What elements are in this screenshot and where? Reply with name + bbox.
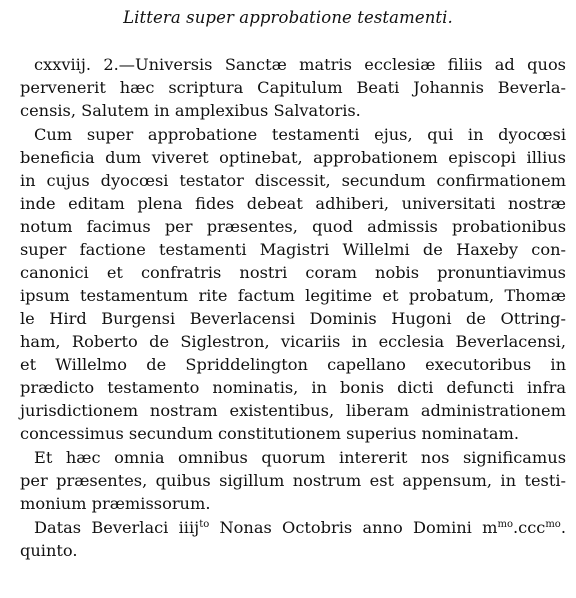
text-line: Cum super approbatione testamenti ejus, qui in dyocœsi [34, 125, 566, 144]
text-line: monium præmissorum. [20, 494, 211, 513]
text-line: canonici et confratris nostri coram nobis pronuntiavimus [20, 263, 566, 282]
text-line: Et hæc omnia omnibus quorum intererit nos significamus [34, 448, 566, 467]
text-line: super factione testamenti Magistri Willelmi de Haxeby con- [20, 240, 566, 259]
text-line: le Hird Burgensi Beverlacensi Dominis Hugoni de Ottring- [20, 309, 566, 328]
text-line: prædicto testamento nominatis, in bonis dicti defuncti infra [20, 378, 566, 397]
dating-text: Nonas Octobris anno Domini m [209, 518, 498, 537]
text-line: inde editam plena fides debeat adhiberi, universitati nostræ [20, 194, 566, 213]
text-line: beneficia dum viveret optinebat, approbationem episcopi illius [20, 148, 566, 167]
text-line: quinto. [20, 541, 78, 560]
document-heading: Littera super approbatione testamenti. [123, 8, 453, 27]
text-line: notum facimus per præsentes, quod admissis probationibus [20, 217, 566, 236]
dating-superscript: mo [497, 519, 513, 530]
text-line: et Willelmo de Spriddelington capellano executoribus in [20, 355, 566, 374]
text-line: ham, Roberto de Siglestron, vicariis in ecclesia Beverlacensi, [20, 332, 566, 351]
dating-text: . [560, 518, 566, 537]
text-line: concessimus secundum constitutionem superius nominatam. [20, 424, 519, 443]
text-line: per præsentes, quibus sigillum nostrum est appensum, in testi- [20, 471, 566, 490]
text-line: jurisdictionem nostram existentibus, liberam administrationem [20, 401, 566, 420]
text-line: cxxviij. 2.—Universis Sanctæ matris ecclesiæ filiis ad quos [34, 55, 566, 74]
text-line: pervenerit hæc scriptura Capitulum Beati Johannis Beverla- [20, 78, 566, 97]
dating-text: .ccc [512, 518, 546, 537]
dating-text: Datas Beverlaci iiij [34, 518, 200, 537]
dating-superscript: to [199, 519, 210, 530]
text-line: ipsum testamentum rite factum legitime et probatum, Thomæ [20, 286, 566, 305]
text-line: censis, Salutem in amplexibus Salvatoris. [20, 101, 361, 120]
dating-line [34, 516, 566, 540]
text-line: in cujus dyocœsi testator discessit, secundum confirmationem [20, 171, 566, 190]
dating-superscript: mo [545, 519, 561, 530]
